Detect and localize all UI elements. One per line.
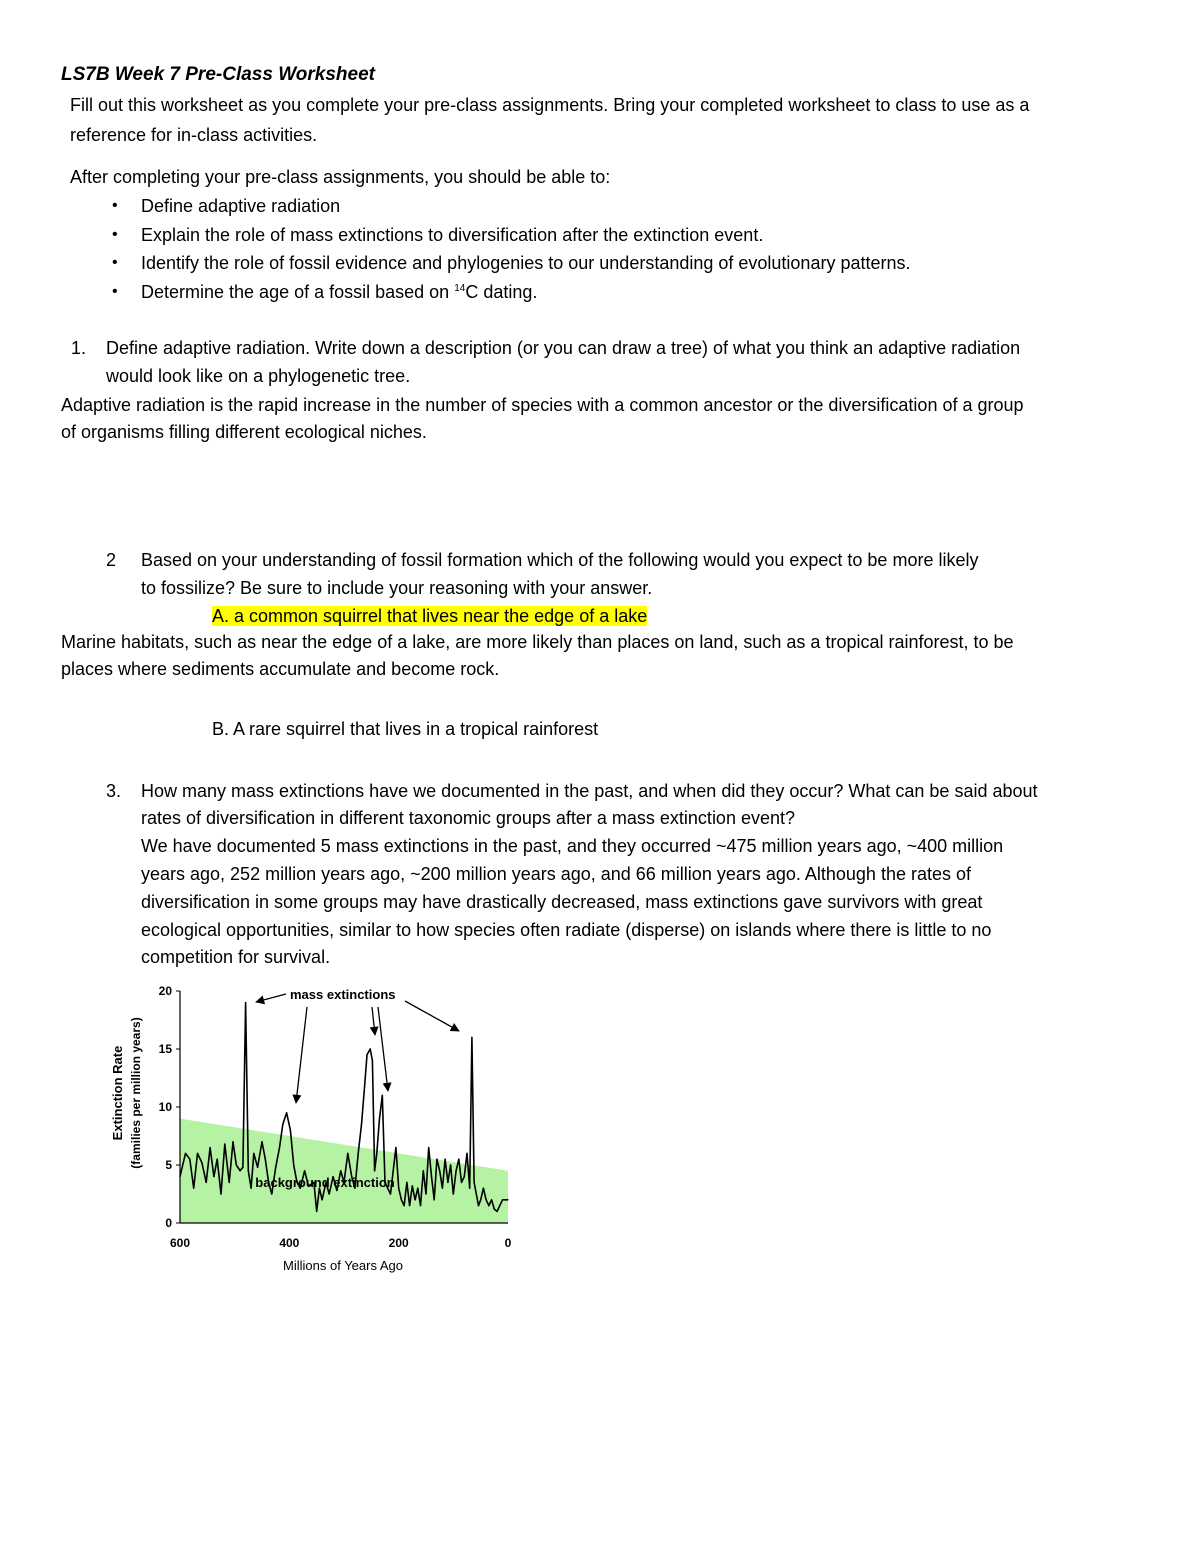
objective-4-text: Determine the age of a fossil based on — [141, 282, 455, 302]
data-point — [442, 1188, 443, 1189]
q1-answer-line-1: Adaptive radiation is the rapid increase in the number of species with a common ancestor or the diversification of a group — [61, 395, 1024, 415]
data-point — [414, 1199, 415, 1200]
y-axis-ticks — [159, 984, 180, 1230]
data-point — [340, 1170, 341, 1171]
q2-option-a-highlight: A. a common squirrel that lives near the edge of a lake — [212, 606, 648, 626]
data-point — [265, 1159, 266, 1160]
data-point — [466, 1153, 467, 1154]
data-point — [236, 1164, 237, 1165]
data-point — [494, 1208, 495, 1209]
data-point — [279, 1147, 280, 1148]
data-point — [464, 1176, 465, 1177]
data-point — [242, 1167, 243, 1168]
data-point — [382, 1095, 383, 1096]
data-point — [505, 1199, 506, 1200]
data-point — [474, 1182, 475, 1183]
data-point — [401, 1199, 402, 1200]
data-point — [217, 1159, 218, 1160]
data-point — [417, 1188, 418, 1189]
data-point — [253, 1153, 254, 1154]
objective-4 — [141, 281, 537, 303]
data-point — [420, 1205, 421, 1206]
data-point — [431, 1176, 432, 1177]
data-point — [491, 1199, 492, 1200]
data-point — [390, 1193, 391, 1194]
data-point — [398, 1188, 399, 1189]
x-axis-label: Millions of Years Ago — [283, 1258, 403, 1273]
q2-answer-line-1: Marine habitats, such as near the edge of a lake, are more likely than places on land, such as a tropical rainforest, to be — [61, 632, 1014, 652]
q3-line-2: rates of diversification in different taxonomic groups after a mass extinction event? — [141, 808, 796, 828]
data-point — [282, 1124, 283, 1125]
data-point — [409, 1205, 410, 1206]
q2-answer-line-2: places where sediments accumulate and become rock. — [61, 659, 500, 679]
data-point — [304, 1170, 305, 1171]
data-point — [423, 1170, 424, 1171]
data-point — [197, 1153, 198, 1154]
data-point — [393, 1170, 394, 1171]
q3-answer-line-1: We have documented 5 mass extinctions in the past, and they occurred ~475 million years ago, ~400 million — [141, 836, 1004, 856]
data-point — [486, 1199, 487, 1200]
data-point — [248, 1170, 249, 1171]
data-point — [469, 1188, 470, 1189]
y-tick-label: 10 — [158, 1100, 172, 1114]
data-point — [275, 1167, 276, 1168]
data-point — [376, 1153, 377, 1154]
data-point — [372, 1060, 373, 1061]
data-point — [220, 1193, 221, 1194]
data-point — [245, 1002, 246, 1003]
bullet-icon: • — [112, 197, 118, 214]
mass-extinction-arrow — [256, 994, 286, 1002]
q3-answer-line-2: years ago, 252 million years ago, ~200 million years ago, and 66 million years ago. Although the rates of — [141, 864, 971, 884]
data-point — [290, 1130, 291, 1131]
q2-number: 2 — [106, 550, 117, 570]
mass-extinction-arrow — [372, 1007, 375, 1035]
mass-extinction-arrow — [378, 1007, 388, 1091]
q2-option-b: B. A rare squirrel that lives in a tropical rainforest — [212, 719, 599, 739]
data-point — [483, 1188, 484, 1189]
page-title: LS7B Week 7 Pre-Class Worksheet — [61, 64, 375, 85]
mass-extinctions-label: mass extinctions — [290, 987, 396, 1002]
data-point — [193, 1188, 194, 1189]
data-point — [271, 1193, 272, 1194]
bullet-icon: • — [112, 283, 118, 300]
data-point — [507, 1199, 508, 1200]
data-point — [366, 1054, 367, 1055]
q2-option-a — [212, 605, 647, 627]
data-point — [209, 1147, 210, 1148]
data-point — [374, 1170, 375, 1171]
y-axis-label: Extinction Rate — [110, 1045, 125, 1141]
intro-line-2: reference for in-class activities. — [70, 125, 318, 145]
x-tick-label: 200 — [388, 1236, 409, 1250]
data-point — [499, 1205, 500, 1206]
q1-line-1: Define adaptive radiation. Write down a description (or you can draw a tree) of what you think an adaptive radiation — [106, 338, 1021, 358]
data-point — [179, 1176, 180, 1177]
data-point — [293, 1164, 294, 1165]
data-point — [329, 1193, 330, 1194]
objective-1: Define adaptive radiation — [141, 196, 341, 216]
intro-line-1: Fill out this worksheet as you complete your pre-class assignments. Bring your completed worksheet to class to use as a — [70, 95, 1030, 115]
objective-4-superscript: 14 — [454, 283, 466, 294]
mass-extinction-arrow — [296, 1007, 307, 1103]
x-tick-label: 600 — [169, 1236, 191, 1250]
data-point — [428, 1147, 429, 1148]
data-point — [364, 1083, 365, 1084]
data-point — [240, 1170, 241, 1171]
data-point — [322, 1199, 323, 1200]
data-point — [189, 1159, 190, 1160]
q1-number: 1. — [71, 338, 87, 358]
data-point — [480, 1199, 481, 1200]
y-tick-label: 20 — [158, 984, 172, 998]
data-point — [395, 1147, 396, 1148]
data-point — [185, 1153, 186, 1154]
objectives-lead: After completing your pre-class assignments, you should be able to: — [70, 167, 611, 187]
data-point — [286, 1112, 287, 1113]
data-point — [404, 1205, 405, 1206]
data-point — [458, 1159, 459, 1160]
y-tick-label: 15 — [158, 1042, 172, 1056]
data-point — [434, 1199, 435, 1200]
data-point — [201, 1162, 202, 1163]
data-point — [224, 1144, 225, 1145]
data-point — [250, 1188, 251, 1189]
data-point — [206, 1182, 207, 1183]
data-point — [502, 1199, 503, 1200]
data-point — [261, 1141, 262, 1142]
data-point — [257, 1167, 258, 1168]
data-point — [447, 1182, 448, 1183]
data-point — [358, 1153, 359, 1154]
objective-4-suffix: C dating. — [465, 282, 538, 302]
data-point — [476, 1193, 477, 1194]
data-point — [439, 1170, 440, 1171]
data-point — [453, 1193, 454, 1194]
data-point — [450, 1164, 451, 1165]
y-axis-sublabel: (families per million years) — [129, 1017, 143, 1169]
data-point — [455, 1170, 456, 1171]
data-point — [445, 1159, 446, 1160]
objective-2: Explain the role of mass extinctions to diversification after the extinction event. — [141, 225, 764, 245]
x-tick-label: 400 — [279, 1236, 300, 1250]
data-point — [412, 1185, 413, 1186]
objective-3: Identify the role of fossil evidence and phylogenies to our understanding of evolutionary patterns. — [141, 253, 911, 273]
data-point — [336, 1190, 337, 1191]
data-point — [461, 1182, 462, 1183]
data-point — [379, 1118, 380, 1119]
q3-line-1: How many mass extinctions have we documented in the past, and when did they occur? What can be said about — [141, 781, 1038, 801]
q3-answer-line-4: ecological opportunities, similar to how species often radiate (disperse) on islands where there is little to no — [141, 920, 992, 940]
mass-extinction-arrow — [405, 1001, 459, 1031]
q2-line-1: Based on your understanding of fossil formation which of the following would you expect to be more likely — [141, 550, 979, 570]
bullet-icon: • — [112, 254, 118, 271]
y-tick-label: 0 — [165, 1216, 172, 1230]
data-point — [347, 1153, 348, 1154]
data-point — [229, 1182, 230, 1183]
data-point — [232, 1141, 233, 1142]
background-extinction-band — [180, 1119, 508, 1223]
data-point — [436, 1159, 437, 1160]
data-point — [478, 1205, 479, 1206]
q3-answer-line-3: diversification in some groups may have drastically decreased, mass extinctions gave survivors with great — [141, 892, 983, 912]
data-point — [213, 1176, 214, 1177]
data-point — [361, 1124, 362, 1125]
data-point — [425, 1193, 426, 1194]
q3-number: 3. — [106, 781, 122, 801]
data-point — [471, 1037, 472, 1038]
q3-answer-line-5: competition for survival. — [141, 947, 331, 967]
y-tick-label: 5 — [165, 1158, 172, 1172]
data-point — [316, 1211, 317, 1212]
x-axis-ticks — [170, 1236, 512, 1250]
bullet-icon: • — [112, 226, 118, 243]
data-point — [496, 1211, 497, 1212]
x-tick-label: 0 — [504, 1236, 512, 1250]
q1-answer-line-2: of organisms filling different ecological niches. — [61, 422, 427, 442]
q2-line-2: to fossilize? Be sure to include your reasoning with your answer. — [141, 578, 653, 598]
data-point — [406, 1182, 407, 1183]
background-extinction-label: background extinction — [255, 1175, 395, 1190]
extinction-rate-chart — [100, 975, 540, 1285]
q1-line-2: would look like on a phylogenetic tree. — [106, 366, 411, 386]
data-point — [488, 1205, 489, 1206]
data-point — [370, 1048, 371, 1049]
